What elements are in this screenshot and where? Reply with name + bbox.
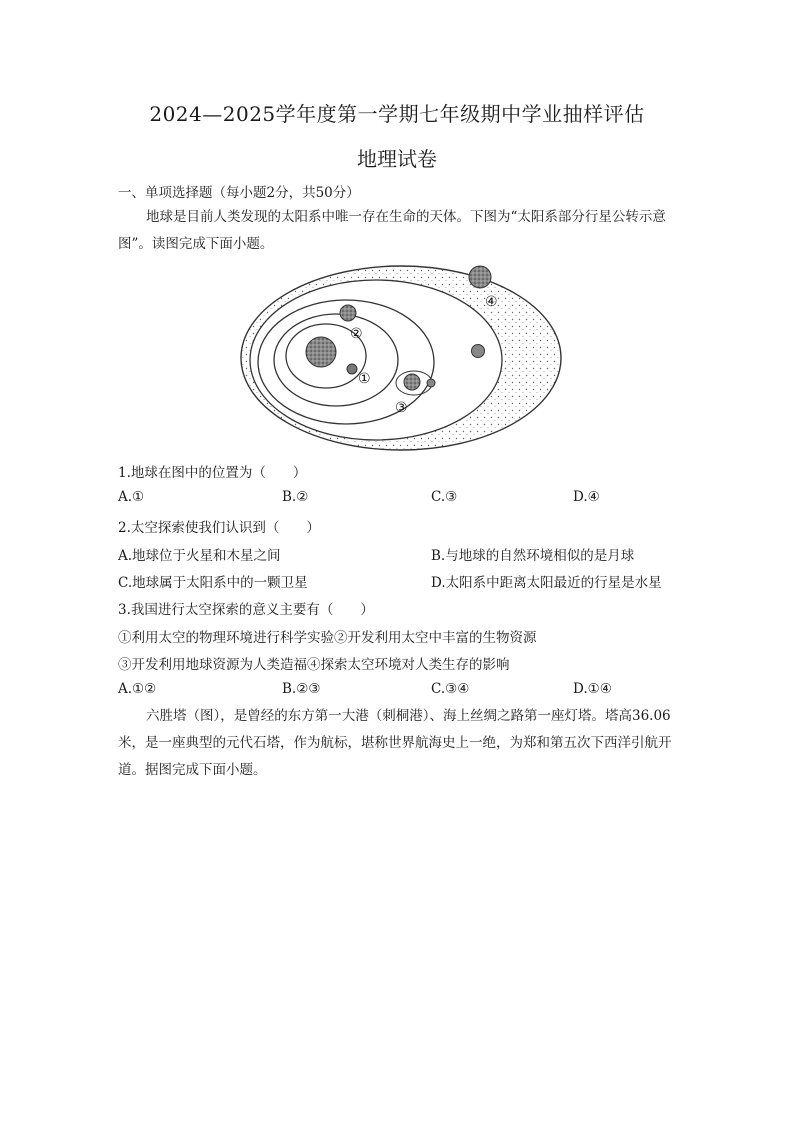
label-2: ②	[350, 326, 363, 342]
label-1: ①	[358, 371, 371, 387]
planet-outer	[472, 345, 485, 358]
question-2-stem: 2.太空探索使我们认识到（ ）	[118, 520, 320, 536]
planet-2	[340, 305, 356, 321]
question-3-stem: 3.我国进行太空探索的意义主要有（ ）	[118, 602, 374, 618]
sun	[306, 337, 336, 367]
question-2-option-c[interactable]: C.地球属于太阳系中的一颗卫星	[118, 575, 308, 591]
question-2-option-d[interactable]: D.太阳系中距离太阳最近的行星是水星	[431, 575, 662, 591]
question-1-option-b[interactable]: B.②	[282, 489, 309, 505]
question-2-option-a[interactable]: A.地球位于火星和木星之间	[118, 548, 281, 564]
question-3-option-b[interactable]: B.②③	[282, 681, 321, 697]
exam-title: 2024—2025学年度第一学期七年级期中学业抽样评估	[149, 102, 645, 126]
passage-intro: 地球是目前人类发现的太阳系中唯一存在生命的天体。下图为“太阳系部分行星公转示意图”。读图完成下面小题。	[118, 209, 666, 252]
planet-1	[347, 364, 357, 374]
section-heading: 一、单项选择题（每小题2分，共50分）	[118, 185, 360, 201]
question-1-option-a[interactable]: A.①	[118, 489, 145, 505]
question-1-option-d[interactable]: D.④	[573, 489, 600, 505]
passage-lighthouse: 六胜塔（图），是曾经的东方第一大港（刺桐港）、海上丝绸之路第一座灯塔。塔高36.06米，是一座典型的元代石塔，作为航标，堪称世界航海史上一绝，为郑和第五次下西洋引航开道。据图完成下面小题。	[118, 708, 672, 778]
label-4: ④	[485, 294, 498, 310]
question-1-option-c[interactable]: C.③	[431, 489, 458, 505]
moon	[427, 379, 435, 387]
question-3-statement-1: ①利用太空的物理环境进行科学实验②开发利用太空中丰富的生物资源	[118, 630, 537, 646]
solar-system-orbit-figure	[238, 262, 564, 454]
planet-4	[469, 266, 491, 288]
label-3: ③	[395, 400, 408, 416]
question-3-statement-2: ③开发利用地球资源为人类造福④探索太空环境对人类生存的影响	[118, 657, 510, 673]
question-3-option-d[interactable]: D.①④	[573, 681, 612, 697]
question-3-option-c[interactable]: C.③④	[431, 681, 470, 697]
question-2-option-b[interactable]: B.与地球的自然环境相似的是月球	[431, 548, 635, 564]
exam-subtitle: 地理试卷	[357, 147, 437, 171]
planet-3	[404, 374, 420, 390]
question-1-stem: 1.地球在图中的位置为（ ）	[118, 465, 307, 481]
question-3-option-a[interactable]: A.①②	[118, 681, 157, 697]
